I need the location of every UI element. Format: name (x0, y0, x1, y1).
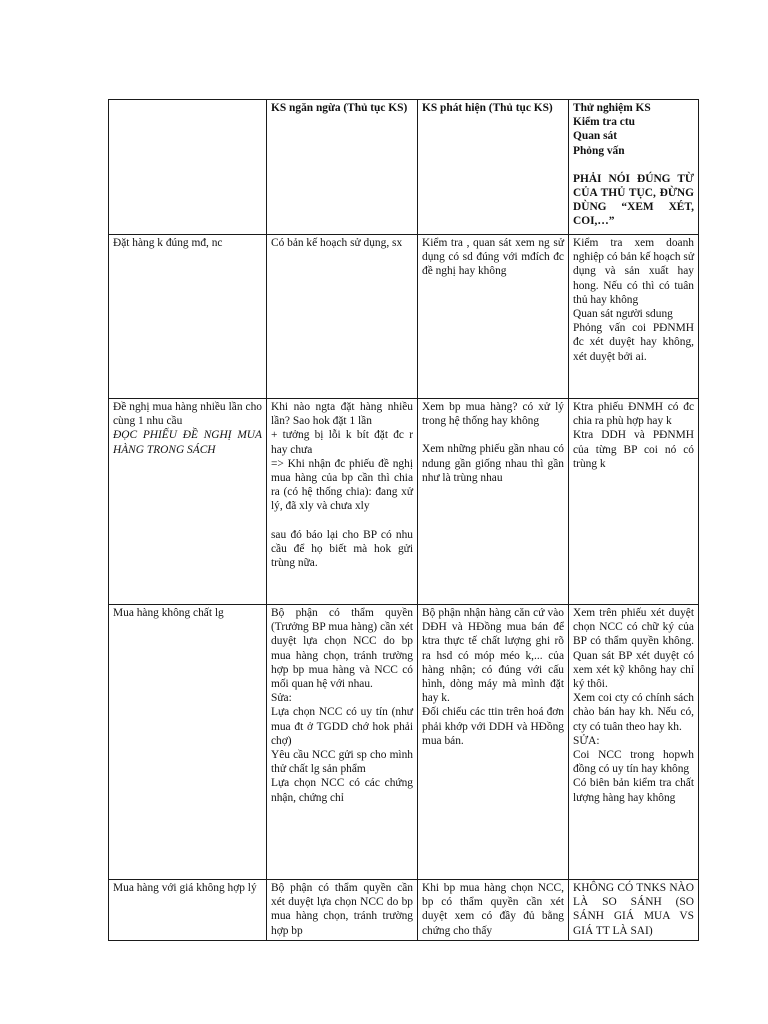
risk-cell (109, 880, 267, 941)
detective-text: Khi bp mua hàng chọn NCC, bp có thẩm quyền cần xét duyệt xem có đầy đủ bằng chứng cho thấy (422, 882, 567, 937)
test-cell (569, 399, 699, 605)
header-test-cell (569, 100, 699, 235)
test-text: Coi NCC trong hopwh đồng có uy tín hay không (573, 749, 697, 776)
risk-text: Đặt hàng k đúng mđ, nc (113, 237, 223, 249)
preventive-cell (267, 235, 418, 399)
risk-cell (109, 399, 267, 605)
test-text: Quan sát người sdung (573, 308, 673, 321)
test-text: Phỏng vấn coi PĐNMH đc xét duyệt hay không, xét duyệt bởi ai. (573, 322, 697, 363)
preventive-text: Bộ phận có thẩm quyền cần xét duyệt lựa chọn NCC do bp mua hàng chọn, tránh trường hợp bp (271, 882, 416, 937)
header-test-line: Quan sát (573, 130, 617, 143)
detective-text: Xem bp mua hàng? có xử lý trong hệ thống hay không (422, 401, 567, 428)
detective-text: Kiểm tra , quan sát xem ng sử dụng có sd đúng với mđích đc đề nghị hay không (422, 237, 567, 278)
test-cell (569, 605, 699, 880)
preventive-text: sau đó báo lại cho BP có nhu cầu để họ biết mà hok gửi trùng nữa. (271, 528, 416, 570)
header-test-line: Thử nghiệm KS (573, 102, 651, 114)
risk-text: Mua hàng không chất lg (113, 607, 224, 619)
preventive-text: Bộ phận có thẩm quyền (Trưởng BP mua hàng) cần xét duyệt lựa chọn NCC do bp mua hàng chọn, tránh trường hợp bp mua hàng và NCC có mối quan hệ với nhau. (271, 607, 416, 691)
preventive-spacer (271, 514, 413, 528)
table-row (109, 399, 699, 605)
detective-cell (418, 605, 569, 880)
header-test-line: Kiểm tra ctu (573, 116, 635, 129)
preventive-text: + tưởng bị lỗi k bít đặt đc r hay chưa (271, 429, 416, 456)
header-test-spacer (573, 158, 694, 172)
risk-cell (109, 235, 267, 399)
test-text: KHÔNG CÓ TNKS NÀO LÀ SO SÁNH (SO SÁNH GIÁ MUA VS GIÁ TT LÀ SAI) (573, 882, 697, 937)
risk-text: Mua hàng với giá không hợp lý (113, 882, 257, 894)
preventive-text: Sửa: (271, 692, 292, 705)
control-table (108, 99, 699, 941)
preventive-cell (267, 605, 418, 880)
detective-cell (418, 399, 569, 605)
preventive-cell (267, 399, 418, 605)
preventive-text: Lựa chọn NCC có các chứng nhận, chứng chỉ (271, 777, 416, 804)
preventive-cell (267, 880, 418, 941)
detective-spacer (422, 428, 564, 442)
test-text: Xem trên phiếu xét duyệt chọn NCC có chữ ký của BP có thẩm quyền không. Quan sát BP xét duyệt có xem xét kỹ không hay chỉ ký thôi. (573, 607, 697, 691)
preventive-text: Có bản kế hoạch sử dụng, sx (271, 237, 403, 249)
detective-cell (418, 235, 569, 399)
risk-cell (109, 605, 267, 880)
header-test-note: PHẢI NÓI ĐÚNG TỪ CỦA THỦ TỤC, ĐỪNG DÙNG “XEM XÉT, COI,…” (573, 172, 697, 228)
test-text: Ktra phiếu ĐNMH có đc chia ra phù hợp hay k (573, 401, 697, 428)
detective-text: Bộ phận nhận hàng căn cứ vào DĐH và HĐồng mua bán để ktra thực tế chất lượng ghi rõ ra hsd có móp méo k,... của hàng nhận; có đúng với cấu hình, dòng máy mà mình đặt hay k. (422, 607, 567, 705)
header-test-line: Phỏng vấn (573, 144, 625, 157)
test-cell (569, 235, 699, 399)
test-text: Xem coi cty có chính sách chào bán hay kh. Nếu có, cty có tuân theo hay kh. (573, 692, 697, 733)
detective-text: Đối chiếu các ttin trên hoá đơn phải khớp với DDH và HĐồng mua bán. (422, 706, 567, 747)
table-row (109, 605, 699, 880)
preventive-text: => Khi nhận đc phiếu đề nghị mua hàng của bp cần thì chia ra (có hệ thống chia): đang xử lý, đã xly và chưa xly (271, 457, 416, 513)
test-text: Kiểm tra xem doanh nghiệp có bản kế hoạch sử dụng và sản xuất hay hong. Nếu có thì có tuân thủ hay không (573, 237, 697, 306)
preventive-text: Lựa chọn NCC có uy tín (như mua đt ở TGDD chớ hok phải chợ) (271, 706, 416, 747)
table-row (109, 235, 699, 399)
test-text: Ktra DDH và PĐNMH của từng BP coi nó có trùng k (573, 429, 697, 470)
table-row (109, 880, 699, 941)
test-text: Có biên bản kiểm tra chất lượng hàng hay không (573, 777, 697, 804)
risk-note-italic: ĐỌC PHIẾU ĐỀ NGHỊ MUA HÀNG TRONG SÁCH (113, 429, 265, 456)
detective-text: Xem những phiếu gần nhau có ndung gần giống nhau thì gần như là trùng nhau (422, 443, 567, 484)
table-header-row (109, 100, 699, 235)
detective-cell (418, 880, 569, 941)
test-cell (569, 880, 699, 941)
header-preventive-cell: KS ngăn ngừa (Thủ tục KS) (267, 100, 418, 235)
test-text: SỬA: (573, 734, 600, 747)
header-detective-cell: KS phát hiện (Thủ tục KS) (418, 100, 569, 235)
preventive-text: Yêu cầu NCC gửi sp cho mình thử chất lg sản phẩm (271, 749, 416, 776)
risk-text: Đề nghị mua hàng nhiều lần cho cùng 1 nhu cầu (113, 401, 265, 428)
header-risk-cell (109, 100, 267, 235)
preventive-text: Khi nào ngta đặt hàng nhiều lần? Sao hok đặt 1 lần (271, 401, 416, 428)
